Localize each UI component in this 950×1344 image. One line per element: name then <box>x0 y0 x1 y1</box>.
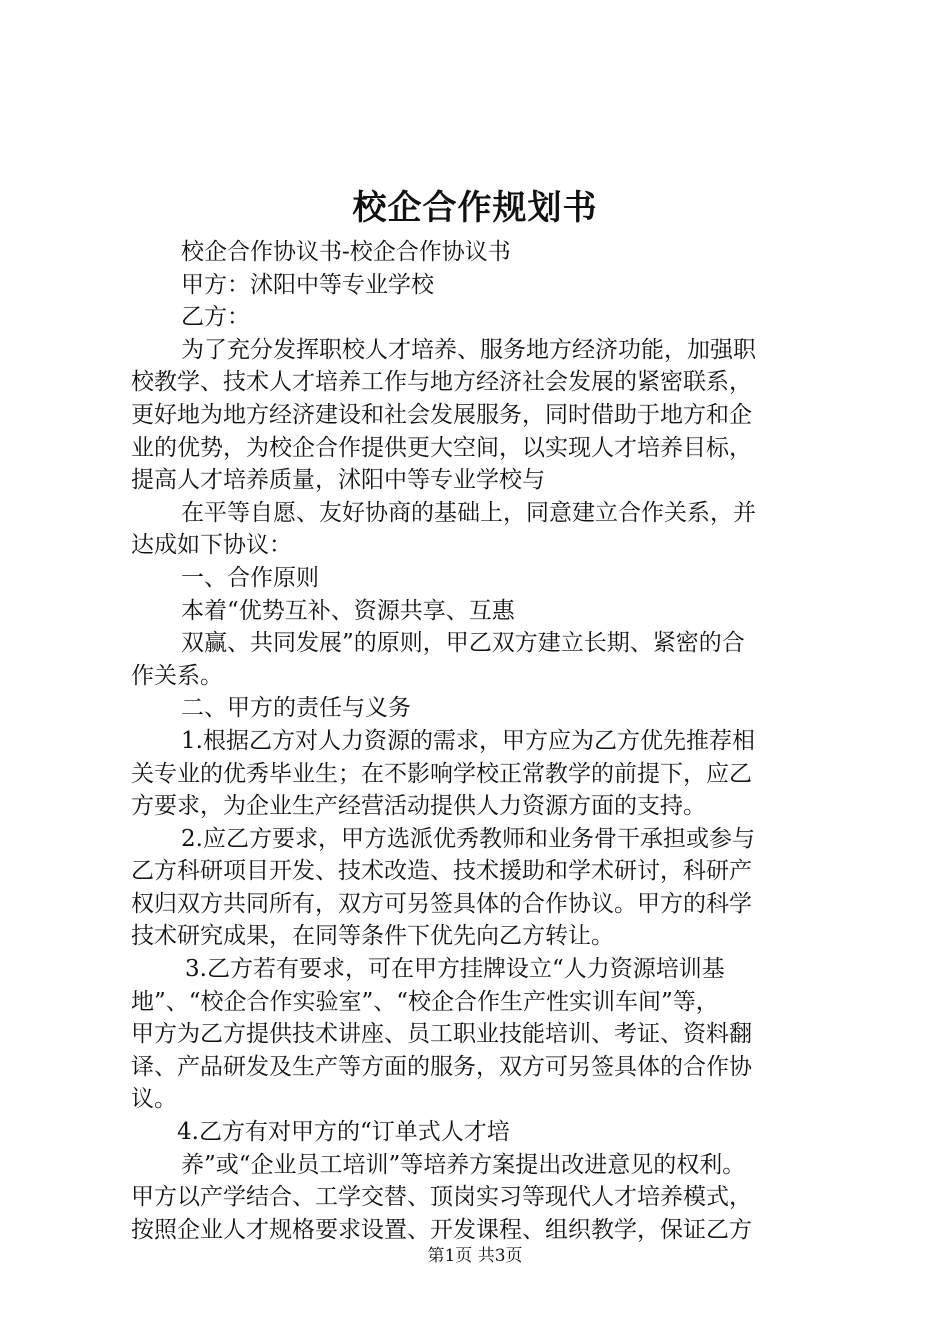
paragraph-line: 为了充分发挥职校人才培养、服务地方经济功能，加强职 <box>181 336 756 363</box>
paragraph-line: 养”或“企业员工培训”等培养方案提出改进意见的权利。 <box>181 1151 746 1178</box>
paragraph-line: 乙方科研项目开发、技术改造、技术援助和学术研讨，科研产 <box>131 858 752 885</box>
paragraph-line: 乙方： <box>181 304 250 331</box>
document-title: 校企合作规划书 <box>352 188 598 228</box>
paragraph-line: 权归双方共同所有，双方可另签具体的合作协议。甲方的科学 <box>131 890 752 917</box>
paragraph-line: 议。 <box>131 1086 177 1113</box>
paragraph-line: 双赢、共同发展”的原则，甲乙双方建立长期、紧密的合 <box>181 630 745 657</box>
paragraph-line: 更好地为地方经济建设和社会发展服务，同时借助于地方和企 <box>131 401 752 428</box>
paragraph-line: 译、产品研发及生产等方面的服务，双方可另签具体的合作协 <box>131 1053 752 1080</box>
paragraph-line: 4.乙方有对甲方的“订单式人才培 <box>177 1119 510 1146</box>
paragraph-line: 方要求，为企业生产经营活动提供人力资源方面的支持。 <box>131 793 706 820</box>
paragraph-line: 3.乙方若有要求，可在甲方挂牌设立“人力资源培训基 <box>185 956 725 983</box>
paragraph-line: 技术研究成果，在同等条件下优先向乙方转让。 <box>131 923 614 950</box>
paragraph-line: 业的优势，为校企合作提供更大空间，以实现人才培养目标， <box>131 434 752 461</box>
section-heading: 二、甲方的责任与义务 <box>181 695 411 722</box>
paragraph-line: 作关系。 <box>131 662 223 689</box>
paragraph-line: 甲方为乙方提供技术讲座、员工职业技能培训、考证、资料翻 <box>131 1021 752 1048</box>
paragraph-line: 2.应乙方要求，甲方选派优秀教师和业务骨干承担或参与 <box>181 825 755 852</box>
paragraph-line: 甲方：沭阳中等专业学校 <box>181 271 434 298</box>
paragraph-line: 达成如下协议： <box>131 532 292 559</box>
paragraph-line: 地”、“校企合作实验室”、“校企合作生产性实训车间”等， <box>131 988 719 1015</box>
page-footer: 第1页 共3页 <box>427 1246 523 1266</box>
paragraph-line: 在平等自愿、友好协商的基础上，同意建立合作关系，并 <box>181 499 756 526</box>
paragraph-line: 提高人才培养质量，沭阳中等专业学校与 <box>131 467 545 494</box>
paragraph-line: 1.根据乙方对人力资源的需求，甲方应为乙方优先推荐相 <box>181 727 755 754</box>
paragraph-line: 校企合作协议书-校企合作协议书 <box>181 239 511 265</box>
paragraph-line: 校教学、技术人才培养工作与地方经济社会发展的紧密联系， <box>131 369 752 396</box>
paragraph-line: 本着“优势互补、资源共享、互惠 <box>181 597 515 624</box>
paragraph-line: 甲方以产学结合、工学交替、顶岗实习等现代人才培养模式， <box>131 1184 752 1211</box>
paragraph-line: 按照企业人才规格要求设置、开发课程、组织教学，保证乙方 <box>131 1216 752 1243</box>
section-heading: 一、合作原则 <box>181 564 319 591</box>
document-body <box>131 236 843 1246</box>
paragraph-line: 关专业的优秀毕业生；在不影响学校正常教学的前提下，应乙 <box>131 760 752 787</box>
